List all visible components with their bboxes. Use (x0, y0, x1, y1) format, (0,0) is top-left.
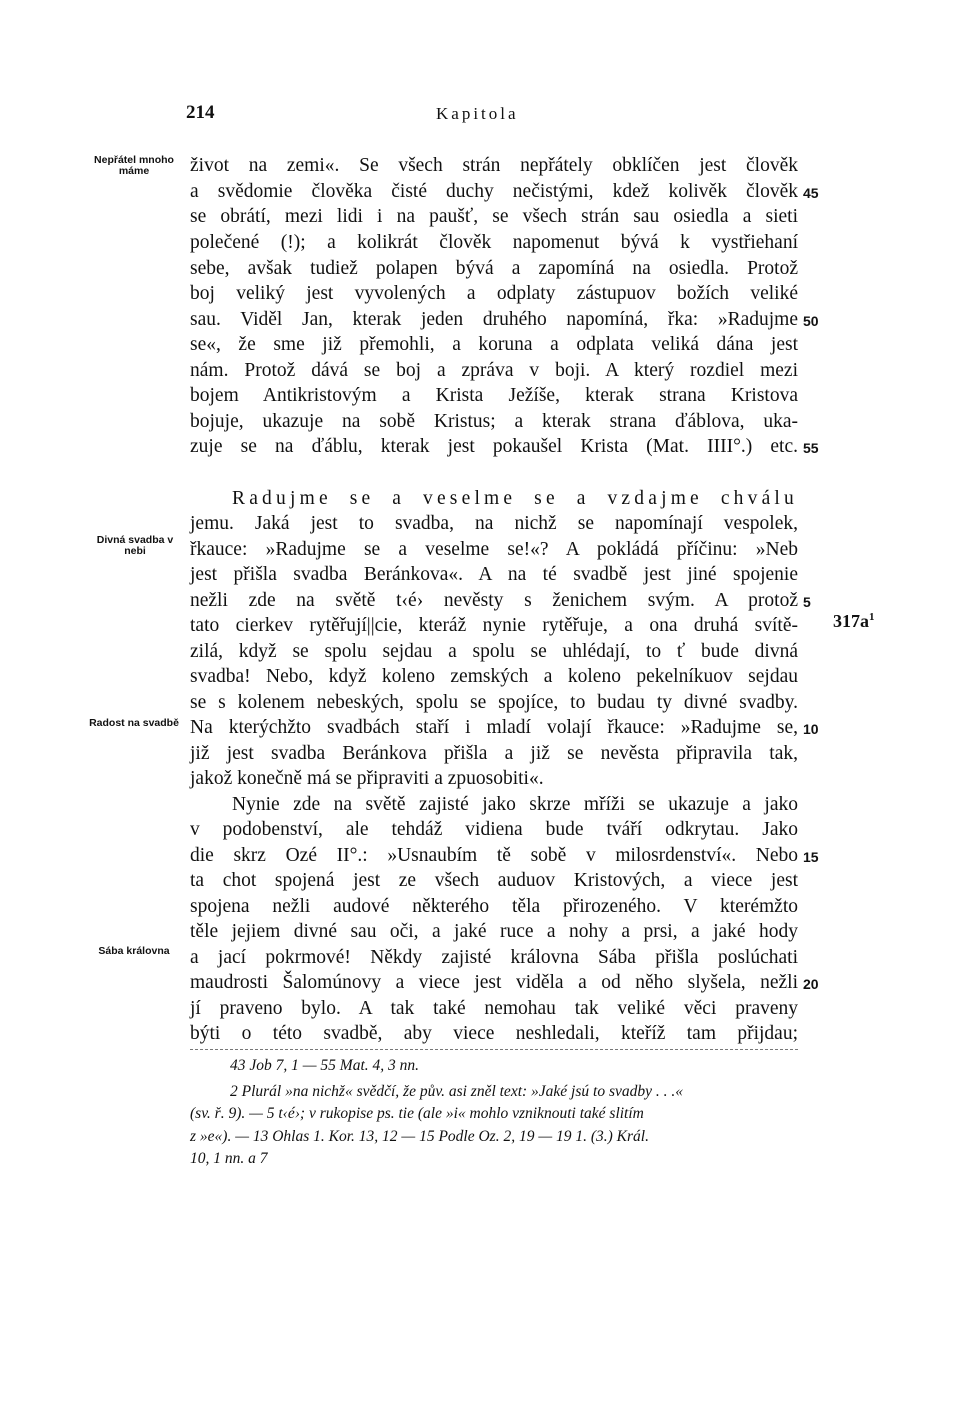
body-line: Na kterýchžto svadbách staří i mladí volají řkauce: »Radujme se, (190, 717, 798, 738)
body-line: bojem Antikristovým a Krista Ježíše, kterak strana Kristova (190, 385, 798, 406)
page-number: 214 (186, 102, 215, 123)
line-number: 20 (803, 976, 819, 992)
body-line: a svědomie člověka čisté duchy nečistými, kdež kolivěk člověk (190, 181, 798, 202)
margin-note-enemies: Nepřátel mnoho máme (94, 154, 174, 177)
body-line: býti o této svadbě, aby viece neshledali, kteříž tam přijdau; (190, 1023, 798, 1044)
footnote-divider (190, 1049, 798, 1050)
body-line: se obrátí, mezi lidi i na paušť, se všech strán sau osiedla a sieti (190, 206, 798, 227)
line-number: 50 (803, 313, 819, 329)
body-line: nám. Protož dává se boj a zpráva v boji. A který rozdiel mezi (190, 360, 798, 381)
folio-main: 317a (833, 611, 869, 631)
margin-note-wedding-heaven: Divná svadba v nebi (96, 534, 174, 557)
body-line: sebe, avšak tudiež polapen bývá a zapomíná na osiedla. Protož (190, 258, 798, 279)
body-line: zilá, když se spolu sejdau a spolu se uhlédají, to ť bude divná (190, 641, 798, 662)
footnote-line: 10, 1 nn. a 7 (190, 1150, 268, 1167)
body-line: die skrz Ozé II°.: »Usnaubím tě sobě v milosrdenství«. Nebo (190, 845, 798, 866)
running-head: Kapitola (436, 104, 519, 123)
body-line: v podobenství, ale tehdáž vidiena bude tváří odkrytau. Jako (190, 819, 798, 840)
footnote-line: (sv. ř. 9). — 5 t‹é›; v rukopise ps. tie (ale »i« mohlo vzniknouti také slitím (190, 1105, 644, 1122)
body-line: nežli zde na světě t‹é› nevěsty s ženichem svým. A protož (190, 590, 798, 611)
line-number: 45 (803, 185, 819, 201)
footnote-line: z »e«). — 13 Ohlas 1. Kor. 13, 12 — 15 Podle Oz. 2, 19 — 19 1. (3.) Král. (190, 1128, 649, 1145)
footnote-line: 2 Plurál »na nichž« svědčí, že pův. asi zněl text: »Jaké jsú to svadby . . .« (230, 1083, 683, 1100)
body-line: tato cierkev rytěřují||cie, kteráž nynie rytěřuje, a ona druhá svítě- (190, 615, 798, 636)
line-number: 55 (803, 440, 819, 456)
body-line: již jest svadba Beránkova přišla a již se nevěsta připravila tak, (190, 743, 798, 764)
body-line: boj veliký jest vyvolených a odplaty zástupuov božích veliké (190, 283, 798, 304)
line-number: 15 (803, 849, 819, 865)
body-line: jest přišla svadba Beránkova«. A na té svadbě jest jiné spojenie (190, 564, 798, 585)
body-line: maudrosti Šalomúnovy a viece jest viděla a od něho slyšela, nežli (190, 972, 798, 993)
body-line: sau. Viděl Jan, kterak jeden druhého napomíná, řka: »Radujme (190, 309, 798, 330)
footnote-line: 43 Job 7, 1 — 55 Mat. 4, 3 nn. (230, 1057, 420, 1074)
body-line: se s kolenem nebeských, spolu se spojíce, to budau ty divné svadby. (190, 692, 798, 713)
margin-note-queen-sheba: Sába královna (98, 945, 170, 957)
body-line: jí praveno bylo. A tak také nemohau tak veliké věci praveny (190, 998, 798, 1019)
folio-reference (833, 611, 875, 632)
body-line: řkauce: »Radujme se a veselme se!«? A pokládá příčinu: »Neb (190, 539, 798, 560)
body-line: život na zemi«. Se všech strán nepřátely obklíčen jest člověk (190, 155, 798, 176)
body-line: ta chot spojená jest ze všech auduov Kristových, a viece jest (190, 870, 798, 891)
body-line: Nynie zde na světě zajisté jako skrze mříži se ukazuje a jako (232, 794, 798, 815)
body-line: jakož konečně má se připraviti a zpuosobiti«. (190, 768, 544, 789)
body-line: polečené (!); a kolikrát člověk napomenut bývá k vystřiehaní (190, 232, 798, 253)
body-line: těle jejiem divné sau oči, a jaké ruce a nohy a prsi, a jaké hody (190, 921, 798, 942)
line-number: 10 (803, 721, 819, 737)
body-line: bojuje, ukazuje na sobě Kristus; a kterak strana ďáblova, uka- (190, 411, 798, 432)
body-line: spojena nežli audové některého těla přirozeného. V kterémžto (190, 896, 798, 917)
body-line: jemu. Jaká jest to svadba, na nichž se napomínají vespolek, (190, 513, 798, 534)
body-line: se«, že sme již přemohli, a koruna a odplata veliká dána jest (190, 334, 798, 355)
body-line: zuje se na ďáblu, kterak jest pokaušel Krista (Mat. IIII°.) etc. (190, 436, 798, 457)
margin-note-joy-wedding: Radost na svadbě (89, 717, 179, 729)
body-line: a jací pokrmové! Někdy zajisté královna Sába přišla poslúchati (190, 947, 798, 968)
line-number: 5 (803, 594, 811, 610)
folio-sup: 1 (869, 611, 875, 623)
body-line: svadba! Nebo, když koleno zemských a koleno pekelníkuov sejdau (190, 666, 798, 687)
body-line-spaced: Radujme se a veselme se a vzdajme chválu (232, 488, 798, 509)
